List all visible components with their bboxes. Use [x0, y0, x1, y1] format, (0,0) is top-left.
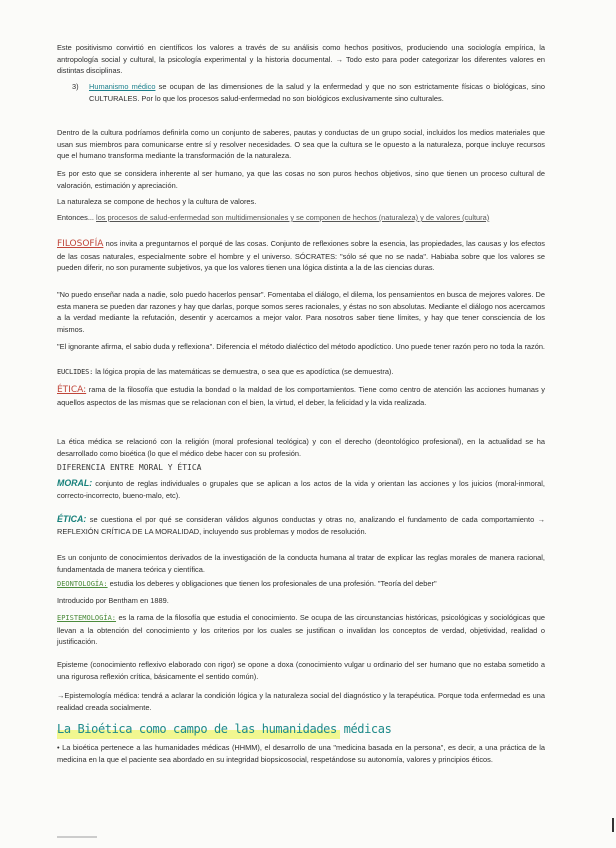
keyword-moral: MORAL:	[57, 478, 93, 488]
paragraph-positivismo: Este positivismo convirtió en científicos los valores a través de su análisis como hechos positivos, produciendo una sociología empírica, la antropología social y cultural, la psicología experimental y la historia documental. → Todo esto para poder categorizar los diferentes valores en distintas disciplinas.	[57, 43, 545, 76]
keyword-etica: ÉTICA:	[57, 385, 87, 395]
keyword-filosofia: FILOSOFÍA	[57, 239, 104, 249]
paragraph-etica-def	[57, 384, 545, 408]
keyword-etica-2: ÉTICA:	[57, 514, 87, 524]
paragraph-etica-medica: La ética médica se relacionó con la religión (moral profesional teológica) y con el derecho (deontológico profesional), en la actualidad se ha desarrollado como bioética (lo que el médico debe hacer con su profesión.	[57, 437, 545, 458]
epistemologia-text: es la rama de la filosofía que estudia el conocimiento. Se ocupa de las circunstancias históricas, psicológicas y sociológicas que llevan a la obtención del conocimiento y los criterios por los cuales se justifican o invalidan los conceptos de verdad, objetividad, realidad o justificación.	[57, 613, 545, 647]
euclides-text: la lógica propia de las matemáticas se demuestra, o sea que es apodíctica (se demuestra).	[95, 367, 394, 376]
paragraph-epistemologia-medica: →Epistemología médica: tendrá a aclarar la condición lógica y la naturaleza social del diagnóstico y la terapéutica. Porque toda enfermedad es una realidad creada socialmente.	[57, 691, 545, 712]
keyword-epistemologia: EPISTEMOLOGÍA:	[57, 614, 117, 622]
paragraph-quote-ignorante: "El ignorante afirma, el sabio duda y reflexiona". Diferencia el método dialéctico del método apodíctico. Uno puede tener razón pero no toda la razón.	[57, 342, 545, 351]
paragraph-filosofia	[57, 238, 545, 274]
paragraph-bioetica: • La bioética pertenece a las humanidades médicas (HHMM), el desarrollo de una "medicina basada en la persona", es decir, a una práctica de la medicina en la que el paciente sea abordado en su integridad biopsicosocial, respetándose su autonomía, valores y principios éticos.	[57, 743, 545, 764]
page-footer-mark	[57, 836, 97, 838]
entonces-text: los procesos de salud-enfermedad son multidimensionales y se componen de hechos (naturaleza) y de valores (cultura)	[96, 213, 490, 222]
keyword-deontologia: DEONTOLOGÍA:	[57, 580, 108, 588]
paragraph-euclides	[57, 366, 545, 379]
paragraph-naturaleza: La naturaleza se compone de hechos y la cultura de valores.	[57, 197, 257, 206]
paragraph-epistemologia	[57, 612, 545, 648]
list-item-humanismo	[89, 81, 545, 104]
paragraph-deontologia	[57, 578, 545, 591]
subsection-title: DIFERENCIA ENTRE MORAL Y ÉTICA	[57, 463, 202, 472]
deontologia-text: estudia los deberes y obligaciones que tienen los profesionales de una profesión. "Teoría del deber"	[109, 579, 437, 588]
etica-critica-text: se cuestiona el por qué se consideran válidos algunos conductas y otras no, analizando el fundamento de cada comportamiento → REFLEXIÓN CRÍTICA DE LA MORALIDAD, incluyendo sus problemas y modos de resolución.	[57, 515, 545, 536]
paragraph-cultura: Dentro de la cultura podríamos definirla como un conjunto de saberes, pautas y conductas de un grupo social, incluidos los medios materiales que usan sus miembros para comunicarse entre sí y resolver necesidades. O sea que la cultura se le opuesto a la naturaleza, porque incluye recursos que el humano transforma mediante la transformación de la naturaleza.	[57, 128, 545, 161]
list-number: 3)	[72, 82, 79, 91]
moral-text: conjunto de reglas individuales o grupales que se aplican a los actos de la vida y orientan las acciones y los juicios (moral-inmoral, correcto-incorrecto, bueno-malo, etc).	[57, 479, 545, 500]
paragraph-moral	[57, 478, 545, 501]
paragraph-episteme: Episteme (conocimiento reflexivo elaborado con rigor) se opone a doxa (conocimiento vulgar u ordinario del ser humano que no estaba sometido a una rigurosa reflexión crítica, básicamente el sentido común).	[57, 660, 545, 681]
paragraph-conocimientos: Es un conjunto de conocimientos derivados de la investigación de la conducta humana al tratar de explicar las reglas morales de manera racional, fundamentada de manera teórica y científica.	[57, 553, 545, 574]
section-title-bioetica: La Bioética como campo de las humanidades médicas	[57, 722, 392, 736]
filosofia-text: nos invita a preguntarnos el porqué de las cosas. Conjunto de reflexiones sobre la esencia, las propiedades, las causas y los efectos de las cosas naturales, especialmente sobre el hombre y el universo. SÓCRATES: "sólo sé que no se nada". Habiaba sobre que los valores se pueden diferir, no son puramente subjetivos, ya que los valores tienen una lógica distinta a la de las ciencias duras.	[57, 239, 545, 273]
paragraph-bentham: Introducido por Bentham en 1889.	[57, 596, 169, 605]
paragraph-entonces	[57, 212, 545, 224]
keyword-humanismo: Humanismo médico	[89, 82, 156, 91]
paragraph-quote-socrates: "No puedo enseñar nada a nadie, solo puedo hacerlos pensar". Fomentaba el diálogo, el dilema, los pensamientos en busca de mejores valores. De esta manera se pueden dar razones y hay que darlas, porque somos seres racionales, y éstas no son absolutas. Mediante el diálogo nos acercamos a la verdad mediante la refutación, desentir y acercamos a mejor valor. Para nosotros saber tiene límites, y hay que tener consciencia de los mismos.	[57, 290, 545, 334]
keyword-euclides: EUCLIDES:	[57, 368, 94, 376]
page-edge-mark	[612, 818, 614, 832]
paragraph-etica-critica	[57, 514, 545, 537]
paragraph-inherente: Es por esto que se considera inherente al ser humano, ya que las cosas no son puros hechos objetivos, sino que tienen un proceso cultural de valoración, estimación y apreciación.	[57, 169, 545, 190]
list-item-text: se ocupan de las dimensiones de la salud y la enfermedad y que no son estrictamente físicas o biológicas, sino CULTURALES. Por lo que los procesos salud-enfermedad no son biológicos exclusivamente sino culturales.	[89, 82, 545, 103]
entonces-prefix: Entonces...	[57, 213, 94, 222]
etica-def-text: rama de la filosofía que estudia la bondad o la maldad de los comportamientos. Tiene como centro de atención las acciones humanas y aquellos aspectos de las mismas que se relacionan con el bien, la virtud, el deber, la felicidad y la vida realizada.	[57, 385, 545, 407]
